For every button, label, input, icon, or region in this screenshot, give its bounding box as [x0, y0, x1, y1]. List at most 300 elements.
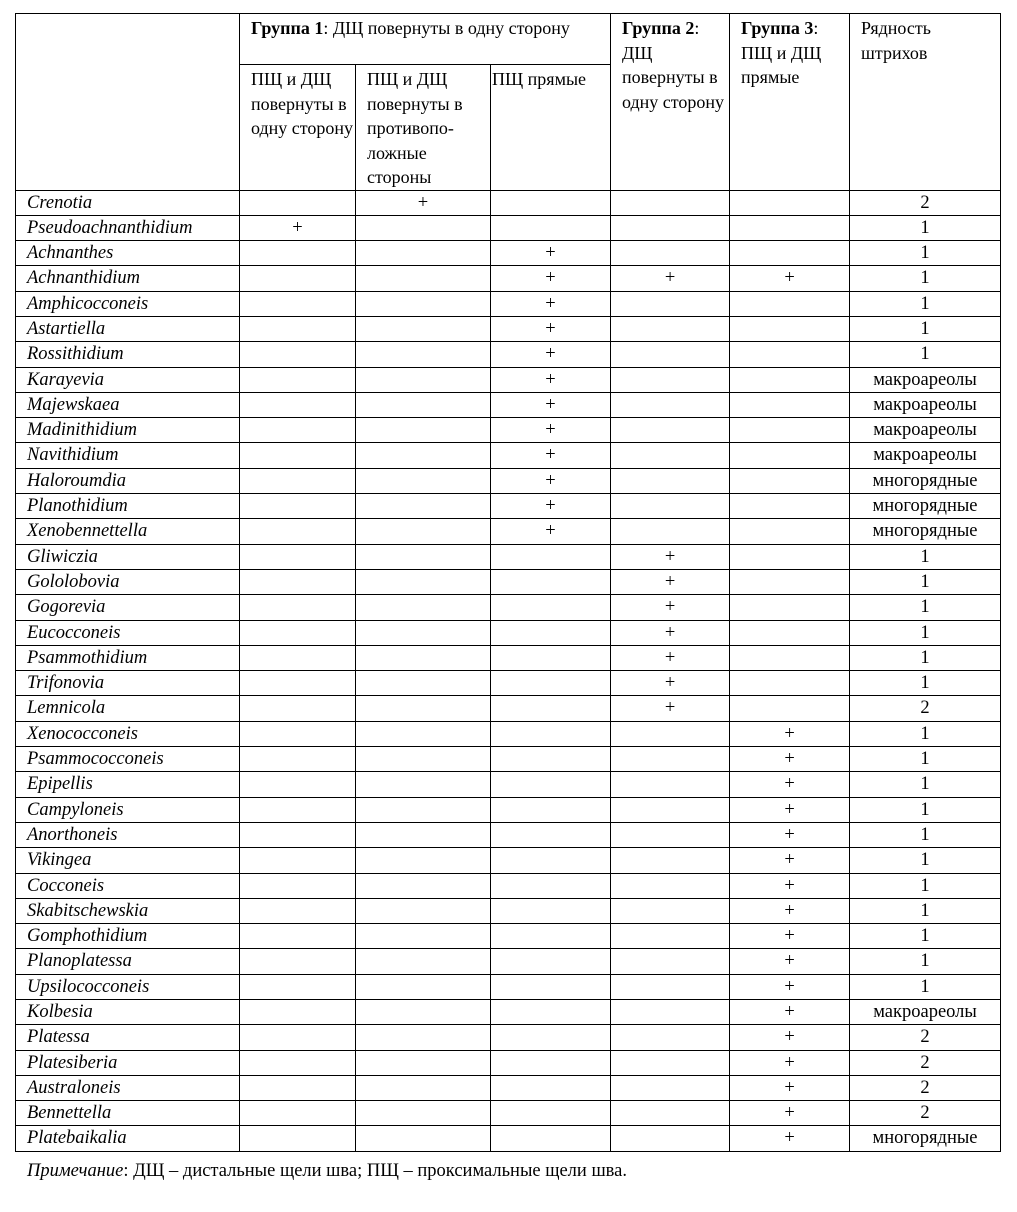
mark-sub3-cell	[491, 949, 611, 974]
mark-sub1-cell	[240, 974, 356, 999]
mark-group3-cell	[730, 645, 850, 670]
mark-sub1-cell	[240, 873, 356, 898]
mark-sub3-cell	[491, 1126, 611, 1151]
mark-sub3-cell	[491, 645, 611, 670]
mark-sub2-cell	[356, 620, 491, 645]
genus-cell: Lemnicola	[16, 696, 240, 721]
mark-sub1-cell	[240, 1025, 356, 1050]
mark-sub1-cell	[240, 747, 356, 772]
mark-sub1-cell	[240, 342, 356, 367]
mark-group3-cell: +	[730, 873, 850, 898]
rows-cell: 1	[850, 645, 1001, 670]
sub2-header: ПЩ и ДЩ повернуты в противопо-ложные стороны	[356, 65, 491, 191]
mark-sub1-cell	[240, 1000, 356, 1025]
mark-group3-cell: +	[730, 1126, 850, 1151]
genus-cell: Upsilococconeis	[16, 974, 240, 999]
mark-sub3-cell	[491, 696, 611, 721]
mark-sub3-cell	[491, 190, 611, 215]
group2-header	[611, 14, 730, 191]
rows-cell: макроареолы	[850, 367, 1001, 392]
mark-group3-cell	[730, 519, 850, 544]
mark-sub2-cell	[356, 873, 491, 898]
mark-sub2-cell	[356, 316, 491, 341]
mark-sub3-cell: +	[491, 468, 611, 493]
mark-sub2-cell	[356, 392, 491, 417]
group3-title: Группа 3	[741, 18, 814, 38]
footnote-text: : ДЩ – дистальные щели шва; ПЩ – проксимальные щели шва.	[123, 1161, 628, 1181]
rows-cell: 2	[850, 190, 1001, 215]
genus-cell: Planoplatessa	[16, 949, 240, 974]
group3-header	[730, 14, 850, 191]
table-row	[16, 418, 1001, 443]
mark-group3-cell	[730, 367, 850, 392]
mark-group3-cell	[730, 342, 850, 367]
mark-group2-cell	[611, 873, 730, 898]
footnote-label: Примечание	[27, 1161, 124, 1181]
genus-cell: Gogorevia	[16, 595, 240, 620]
mark-group3-cell	[730, 569, 850, 594]
mark-group2-cell	[611, 342, 730, 367]
mark-sub2-cell	[356, 671, 491, 696]
rows-cell: 1	[850, 569, 1001, 594]
genus-cell: Trifonovia	[16, 671, 240, 696]
genus-cell: Australoneis	[16, 1075, 240, 1100]
mark-group2-cell: +	[611, 266, 730, 291]
mark-group2-cell	[611, 519, 730, 544]
genus-cell: Skabitschewskia	[16, 898, 240, 923]
rows-cell: макроареолы	[850, 418, 1001, 443]
genus-cell: Karayevia	[16, 367, 240, 392]
mark-sub2-cell	[356, 1075, 491, 1100]
mark-sub3-cell	[491, 544, 611, 569]
mark-sub2-cell	[356, 418, 491, 443]
rows-cell: макроареолы	[850, 1000, 1001, 1025]
rows-cell: 2	[850, 1025, 1001, 1050]
genus-cell: Platesiberia	[16, 1050, 240, 1075]
rows-cell: 1	[850, 291, 1001, 316]
table-row	[16, 848, 1001, 873]
table-row	[16, 595, 1001, 620]
rows-cell: многорядные	[850, 519, 1001, 544]
mark-sub3-cell: +	[491, 316, 611, 341]
genus-cell: Astartiella	[16, 316, 240, 341]
table-row	[16, 266, 1001, 291]
footnote	[27, 1161, 627, 1182]
mark-sub1-cell	[240, 645, 356, 670]
rows-cell: 1	[850, 873, 1001, 898]
mark-group2-cell	[611, 316, 730, 341]
genus-cell: Platebaikalia	[16, 1126, 240, 1151]
mark-sub2-cell	[356, 367, 491, 392]
rows-cell: 1	[850, 822, 1001, 847]
mark-sub3-cell	[491, 1025, 611, 1050]
mark-group3-cell: +	[730, 1025, 850, 1050]
rows-cell: 2	[850, 696, 1001, 721]
mark-sub3-cell	[491, 620, 611, 645]
group2-title: Группа 2	[622, 18, 695, 38]
group2-desc: : ДЩ повернуты в одну сторону	[622, 18, 725, 112]
mark-sub3-cell	[491, 1101, 611, 1126]
mark-sub3-cell: +	[491, 392, 611, 417]
table-row	[16, 215, 1001, 240]
mark-group3-cell: +	[730, 1101, 850, 1126]
mark-sub1-cell	[240, 241, 356, 266]
mark-sub1-cell	[240, 468, 356, 493]
mark-sub3-cell: +	[491, 418, 611, 443]
mark-group3-cell	[730, 291, 850, 316]
genus-cell: Achnanthes	[16, 241, 240, 266]
mark-group2-cell	[611, 797, 730, 822]
mark-group2-cell	[611, 747, 730, 772]
mark-sub2-cell	[356, 696, 491, 721]
rows-cell: 1	[850, 620, 1001, 645]
mark-group3-cell	[730, 418, 850, 443]
table-row	[16, 873, 1001, 898]
mark-group2-cell	[611, 898, 730, 923]
rows-cell: 1	[850, 747, 1001, 772]
genus-cell: Epipellis	[16, 772, 240, 797]
mark-sub2-cell	[356, 266, 491, 291]
mark-group3-cell	[730, 215, 850, 240]
table-row	[16, 291, 1001, 316]
mark-group2-cell	[611, 418, 730, 443]
genus-cell: Xenococconeis	[16, 721, 240, 746]
mark-group2-cell: +	[611, 595, 730, 620]
genus-cell: Eucocconeis	[16, 620, 240, 645]
mark-group2-cell	[611, 772, 730, 797]
mark-group3-cell: +	[730, 747, 850, 772]
mark-sub2-cell	[356, 924, 491, 949]
genus-cell: Navithidium	[16, 443, 240, 468]
table-row	[16, 974, 1001, 999]
mark-group2-cell	[611, 494, 730, 519]
sub3-header: ПЩ прямые	[491, 65, 611, 191]
mark-sub2-cell	[356, 772, 491, 797]
mark-group2-cell	[611, 822, 730, 847]
genus-cell: Achnanthidium	[16, 266, 240, 291]
rows-cell: 1	[850, 544, 1001, 569]
mark-group2-cell: +	[611, 696, 730, 721]
rows-cell: 2	[850, 1101, 1001, 1126]
mark-sub2-cell	[356, 797, 491, 822]
mark-sub1-cell	[240, 595, 356, 620]
rows-cell: 1	[850, 772, 1001, 797]
mark-group3-cell: +	[730, 721, 850, 746]
mark-sub1-cell	[240, 924, 356, 949]
mark-group2-cell	[611, 215, 730, 240]
rows-cell: 1	[850, 595, 1001, 620]
mark-sub3-cell	[491, 848, 611, 873]
mark-group2-cell	[611, 1050, 730, 1075]
mark-sub2-cell	[356, 974, 491, 999]
mark-sub3-cell: +	[491, 291, 611, 316]
mark-group3-cell: +	[730, 1000, 850, 1025]
table-row	[16, 569, 1001, 594]
genus-cell: Psammothidium	[16, 645, 240, 670]
table-row	[16, 721, 1001, 746]
mark-group3-cell: +	[730, 822, 850, 847]
rows-cell: 1	[850, 797, 1001, 822]
table-row	[16, 620, 1001, 645]
group3-desc: : ПЩ и ДЩ прямые	[741, 18, 822, 87]
mark-sub2-cell	[356, 848, 491, 873]
genus-cell: Madinithidium	[16, 418, 240, 443]
rows-cell: 1	[850, 266, 1001, 291]
mark-sub3-cell: +	[491, 342, 611, 367]
mark-group2-cell	[611, 468, 730, 493]
mark-group2-cell	[611, 367, 730, 392]
mark-sub1-cell	[240, 569, 356, 594]
mark-group2-cell	[611, 1126, 730, 1151]
mark-sub2-cell	[356, 898, 491, 923]
rows-cell: 1	[850, 721, 1001, 746]
mark-sub2-cell	[356, 645, 491, 670]
mark-sub2-cell	[356, 443, 491, 468]
mark-sub1-cell	[240, 696, 356, 721]
genus-cell: Pseudoachnanthidium	[16, 215, 240, 240]
mark-group3-cell	[730, 494, 850, 519]
mark-group2-cell	[611, 949, 730, 974]
mark-sub1-cell	[240, 1050, 356, 1075]
table-row	[16, 1126, 1001, 1151]
mark-group2-cell	[611, 241, 730, 266]
mark-sub1-cell: +	[240, 215, 356, 240]
mark-sub2-cell	[356, 721, 491, 746]
table-row	[16, 924, 1001, 949]
mark-group3-cell: +	[730, 898, 850, 923]
genus-cell: Cocconeis	[16, 873, 240, 898]
mark-sub3-cell: +	[491, 266, 611, 291]
mark-sub2-cell	[356, 241, 491, 266]
mark-group3-cell: +	[730, 1075, 850, 1100]
mark-sub1-cell	[240, 721, 356, 746]
mark-group2-cell	[611, 1075, 730, 1100]
mark-sub2-cell	[356, 544, 491, 569]
table-row	[16, 1025, 1001, 1050]
table-row	[16, 241, 1001, 266]
genera-table	[15, 13, 1001, 1152]
mark-group3-cell	[730, 671, 850, 696]
mark-sub1-cell	[240, 519, 356, 544]
mark-sub2-cell	[356, 215, 491, 240]
mark-sub1-cell	[240, 949, 356, 974]
mark-group3-cell: +	[730, 924, 850, 949]
mark-sub1-cell	[240, 494, 356, 519]
rows-cell: 1	[850, 848, 1001, 873]
mark-group3-cell	[730, 620, 850, 645]
genus-cell: Majewskaea	[16, 392, 240, 417]
genus-cell: Bennettella	[16, 1101, 240, 1126]
mark-sub3-cell	[491, 595, 611, 620]
genus-cell: Psammococconeis	[16, 747, 240, 772]
rows-cell: 1	[850, 671, 1001, 696]
mark-sub1-cell	[240, 671, 356, 696]
table-row	[16, 1101, 1001, 1126]
mark-group3-cell: +	[730, 266, 850, 291]
mark-sub3-cell	[491, 924, 611, 949]
mark-sub3-cell: +	[491, 519, 611, 544]
table-row	[16, 696, 1001, 721]
table-row	[16, 671, 1001, 696]
header-empty-cell	[16, 14, 240, 191]
mark-sub1-cell	[240, 418, 356, 443]
mark-sub1-cell	[240, 266, 356, 291]
genus-cell: Gomphothidium	[16, 924, 240, 949]
mark-group2-cell	[611, 443, 730, 468]
table-row	[16, 1000, 1001, 1025]
mark-group3-cell	[730, 468, 850, 493]
mark-sub1-cell	[240, 544, 356, 569]
mark-group3-cell	[730, 696, 850, 721]
mark-sub3-cell	[491, 797, 611, 822]
mark-sub3-cell	[491, 873, 611, 898]
mark-group3-cell	[730, 443, 850, 468]
mark-sub1-cell	[240, 291, 356, 316]
mark-sub1-cell	[240, 190, 356, 215]
mark-sub3-cell	[491, 1075, 611, 1100]
table-row	[16, 316, 1001, 341]
table-row	[16, 519, 1001, 544]
group1-desc: : ДЩ повернуты в одну сторону	[323, 18, 570, 38]
mark-group2-cell	[611, 1101, 730, 1126]
mark-sub3-cell	[491, 1000, 611, 1025]
table-row	[16, 367, 1001, 392]
mark-sub3-cell	[491, 747, 611, 772]
rows-cell: многорядные	[850, 494, 1001, 519]
rows-header: Рядность штрихов	[850, 14, 1001, 191]
mark-sub3-cell: +	[491, 367, 611, 392]
rows-cell: 2	[850, 1050, 1001, 1075]
table-row	[16, 544, 1001, 569]
mark-sub2-cell	[356, 342, 491, 367]
rows-cell: 1	[850, 316, 1001, 341]
rows-cell: 1	[850, 241, 1001, 266]
mark-group3-cell: +	[730, 949, 850, 974]
mark-sub3-cell	[491, 1050, 611, 1075]
rows-cell: макроареолы	[850, 443, 1001, 468]
mark-sub1-cell	[240, 367, 356, 392]
mark-sub1-cell	[240, 822, 356, 847]
mark-sub3-cell: +	[491, 241, 611, 266]
table-row	[16, 949, 1001, 974]
mark-group2-cell: +	[611, 645, 730, 670]
mark-sub2-cell	[356, 569, 491, 594]
mark-sub3-cell	[491, 898, 611, 923]
mark-sub1-cell	[240, 1126, 356, 1151]
genus-cell: Rossithidium	[16, 342, 240, 367]
table-row	[16, 645, 1001, 670]
mark-sub2-cell: +	[356, 190, 491, 215]
table-row	[16, 190, 1001, 215]
mark-sub1-cell	[240, 772, 356, 797]
rows-cell: 1	[850, 898, 1001, 923]
mark-group2-cell	[611, 924, 730, 949]
group1-title: Группа 1	[251, 18, 324, 38]
table-row	[16, 747, 1001, 772]
mark-sub2-cell	[356, 822, 491, 847]
mark-sub1-cell	[240, 898, 356, 923]
mark-group3-cell	[730, 392, 850, 417]
table-row	[16, 1075, 1001, 1100]
mark-sub2-cell	[356, 1101, 491, 1126]
mark-group2-cell	[611, 974, 730, 999]
genus-cell: Amphicocconeis	[16, 291, 240, 316]
table-row	[16, 342, 1001, 367]
mark-group3-cell	[730, 241, 850, 266]
rows-cell: 1	[850, 974, 1001, 999]
mark-sub3-cell	[491, 974, 611, 999]
mark-sub1-cell	[240, 1075, 356, 1100]
mark-group2-cell	[611, 291, 730, 316]
rows-cell: 1	[850, 342, 1001, 367]
genus-cell: Platessa	[16, 1025, 240, 1050]
mark-group2-cell: +	[611, 620, 730, 645]
mark-group2-cell	[611, 721, 730, 746]
mark-group2-cell: +	[611, 569, 730, 594]
table-row	[16, 443, 1001, 468]
mark-sub3-cell	[491, 721, 611, 746]
genus-cell: Xenobennettella	[16, 519, 240, 544]
mark-sub2-cell	[356, 747, 491, 772]
mark-group3-cell	[730, 544, 850, 569]
mark-group3-cell: +	[730, 1050, 850, 1075]
mark-sub3-cell: +	[491, 494, 611, 519]
mark-sub1-cell	[240, 392, 356, 417]
mark-group3-cell: +	[730, 848, 850, 873]
mark-sub2-cell	[356, 494, 491, 519]
mark-sub3-cell	[491, 569, 611, 594]
genus-cell: Kolbesia	[16, 1000, 240, 1025]
mark-sub3-cell	[491, 772, 611, 797]
genus-cell: Planothidium	[16, 494, 240, 519]
rows-cell: 1	[850, 215, 1001, 240]
genus-cell: Crenotia	[16, 190, 240, 215]
table-body	[16, 190, 1001, 1151]
genus-cell: Campyloneis	[16, 797, 240, 822]
table-row	[16, 468, 1001, 493]
genus-cell: Gololobovia	[16, 569, 240, 594]
mark-sub3-cell	[491, 671, 611, 696]
mark-sub1-cell	[240, 848, 356, 873]
genus-cell: Gliwiczia	[16, 544, 240, 569]
table-row	[16, 822, 1001, 847]
mark-sub2-cell	[356, 1025, 491, 1050]
sub1-header: ПЩ и ДЩ повернуты в одну сторону	[240, 65, 356, 191]
mark-group3-cell	[730, 190, 850, 215]
mark-sub1-cell	[240, 620, 356, 645]
mark-group2-cell	[611, 392, 730, 417]
mark-group2-cell	[611, 190, 730, 215]
mark-sub2-cell	[356, 1126, 491, 1151]
rows-cell: макроареолы	[850, 392, 1001, 417]
mark-group2-cell: +	[611, 544, 730, 569]
table-row	[16, 797, 1001, 822]
rows-cell: многорядные	[850, 468, 1001, 493]
mark-group2-cell	[611, 1000, 730, 1025]
genus-cell: Anorthoneis	[16, 822, 240, 847]
mark-sub1-cell	[240, 316, 356, 341]
mark-group3-cell: +	[730, 974, 850, 999]
mark-sub2-cell	[356, 1000, 491, 1025]
rows-cell: 1	[850, 949, 1001, 974]
rows-cell: 1	[850, 924, 1001, 949]
genus-cell: Haloroumdia	[16, 468, 240, 493]
mark-sub1-cell	[240, 443, 356, 468]
mark-sub1-cell	[240, 797, 356, 822]
mark-sub3-cell	[491, 822, 611, 847]
rows-cell: 2	[850, 1075, 1001, 1100]
mark-sub2-cell	[356, 949, 491, 974]
